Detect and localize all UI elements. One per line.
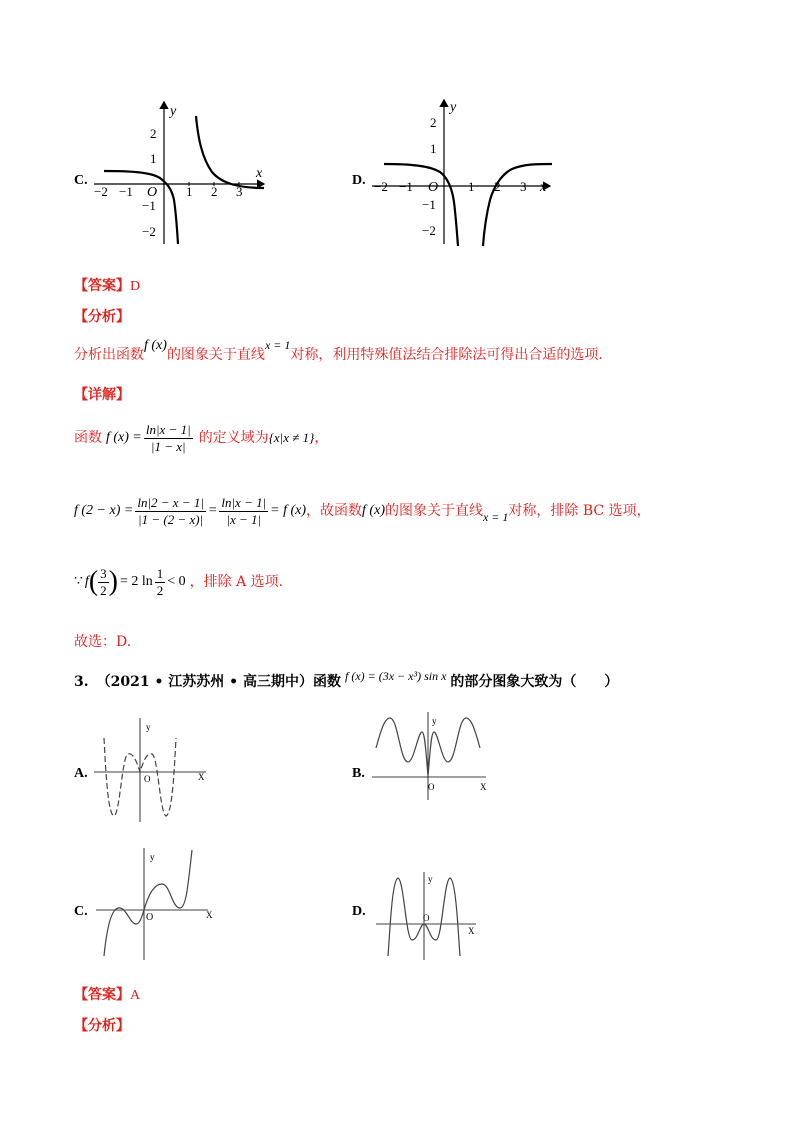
line2-fraction-1 bbox=[135, 495, 206, 528]
tick-label: −1 bbox=[422, 197, 436, 212]
curve-right-branch bbox=[196, 116, 264, 188]
line2-rhs: = f (x) bbox=[270, 503, 307, 518]
origin-label: O bbox=[428, 180, 439, 195]
y-axis-label: y bbox=[432, 716, 437, 726]
line3-end: < 0 bbox=[167, 574, 186, 589]
y-axis-label: y bbox=[170, 104, 177, 119]
answer-tag: 【答案】 bbox=[74, 278, 130, 294]
tick-label: −1 bbox=[119, 184, 133, 199]
function-curve bbox=[104, 850, 192, 956]
fraction-denominator: 2 bbox=[100, 582, 107, 598]
answer-line bbox=[74, 276, 140, 297]
graph-option-a[interactable] bbox=[92, 716, 212, 824]
y-axis-label: y bbox=[146, 722, 151, 732]
fraction-numerator: ln|2 − x − 1| bbox=[137, 494, 204, 510]
curve-left-branch bbox=[104, 171, 178, 244]
y-axis-label: y bbox=[150, 852, 155, 862]
question-formula: f (x) = (3x − x³) sin x bbox=[344, 669, 447, 683]
tick-label: 1 bbox=[186, 184, 193, 199]
line2-fx: f (x) bbox=[362, 503, 385, 518]
origin-label: O bbox=[428, 782, 435, 792]
curve-right-branch bbox=[483, 164, 552, 246]
curve-left-branch bbox=[384, 164, 458, 246]
tick-label: −2 bbox=[142, 224, 156, 239]
line3-mid: = 2 ln bbox=[119, 574, 153, 589]
question-3-stem bbox=[74, 669, 619, 692]
x-axis-label: X bbox=[480, 782, 487, 792]
origin-label: O bbox=[146, 912, 154, 923]
tick-label: −2 bbox=[94, 184, 108, 199]
analysis-tag: 【分析】 bbox=[74, 309, 130, 325]
tick-label: −2 bbox=[374, 179, 388, 194]
option-d-label: D. bbox=[352, 173, 366, 188]
option-b-label[interactable]: B. bbox=[352, 766, 365, 781]
tick-label: −2 bbox=[422, 223, 436, 238]
line2-fraction-2 bbox=[219, 495, 268, 528]
line2-text3: 对称，排除 BC 选项， bbox=[508, 503, 651, 519]
line2-eq2: x = 1 bbox=[482, 510, 509, 524]
origin-label: O bbox=[144, 774, 151, 784]
analysis-fx: f (x) bbox=[144, 338, 167, 353]
fraction-denominator: |1 − (2 − x)| bbox=[138, 511, 204, 527]
origin-label: O bbox=[423, 913, 430, 923]
line3-arg bbox=[98, 566, 109, 599]
tick-label: 3 bbox=[236, 184, 243, 199]
analysis-pre: 分析出函数 bbox=[74, 347, 144, 363]
line2-text1: ，故函数 bbox=[306, 503, 363, 519]
line3-text: ，排除 A 选项. bbox=[189, 574, 284, 590]
graph-option-d bbox=[368, 96, 558, 248]
question-number: 3. bbox=[74, 674, 89, 690]
analysis-post: 对称，利用特殊值法结合排除法可得出合适的选项. bbox=[290, 347, 603, 363]
option-c-label[interactable]: C. bbox=[74, 904, 88, 919]
graph-option-b[interactable] bbox=[368, 710, 492, 802]
q3-answer-line bbox=[74, 985, 140, 1006]
origin-label: O bbox=[147, 185, 158, 200]
question-tail: 的部分图象大致为（ ） bbox=[450, 674, 619, 690]
option-c-label: C. bbox=[74, 173, 88, 188]
q3-analysis-tag: 【分析】 bbox=[74, 1018, 130, 1034]
fraction-numerator: 3 bbox=[100, 565, 107, 581]
x-axis-label: X bbox=[198, 772, 205, 782]
analysis-eq: x = 1 bbox=[264, 338, 291, 352]
answer-value: A bbox=[130, 988, 141, 1003]
tick-label: −1 bbox=[142, 198, 156, 213]
question-source: （2021 • 江苏苏州 • 高三期中）函数 bbox=[96, 674, 341, 690]
graph-option-c3[interactable] bbox=[92, 846, 218, 962]
conclusion: 故选：D. bbox=[74, 634, 132, 650]
line3-fraction bbox=[155, 566, 166, 599]
fraction-denominator: 2 bbox=[156, 582, 164, 598]
line2-eq: = bbox=[207, 503, 218, 518]
line1-pre: 函数 bbox=[74, 430, 102, 446]
option-d-label[interactable]: D. bbox=[352, 904, 366, 919]
detail-line-3: ∵ f ( $\frac{3}{2}$ ) = 2 ln $\frac{1}{2}$ < 0 ，排除 A 选项. bbox=[74, 565, 284, 598]
graph-option-c bbox=[90, 98, 270, 248]
answer-tag: 【答案】 bbox=[74, 987, 130, 1003]
tick-label: 2 bbox=[430, 115, 437, 130]
answer-value: D bbox=[130, 279, 141, 294]
x-axis-label: X bbox=[206, 910, 213, 920]
fraction-numerator: ln|x − 1| bbox=[221, 494, 267, 510]
fraction-denominator: |x − 1| bbox=[226, 511, 262, 527]
detail-line-2 bbox=[74, 490, 651, 532]
tick-label: −1 bbox=[399, 179, 413, 194]
y-axis-label: y bbox=[428, 874, 433, 884]
option-a-label[interactable]: A. bbox=[74, 766, 88, 781]
line1-domain: {x|x ≠ 1} bbox=[268, 430, 315, 445]
because-symbol: ∵ bbox=[74, 574, 83, 589]
fraction-numerator: 1 bbox=[156, 565, 164, 581]
tick-label: 1 bbox=[150, 151, 157, 166]
tick-label: 1 bbox=[430, 141, 437, 156]
line1-fraction bbox=[144, 422, 193, 455]
y-axis-label: y bbox=[450, 100, 457, 115]
tick-label: 2 bbox=[211, 184, 218, 199]
line1-mid: 的定义域为 bbox=[198, 430, 269, 446]
fraction-denominator: |1 − x| bbox=[150, 438, 186, 454]
tick-label: 2 bbox=[150, 126, 157, 141]
x-axis-label: x bbox=[540, 180, 547, 195]
tick-label: 3 bbox=[520, 179, 527, 194]
tick-label: 1 bbox=[468, 179, 475, 194]
graph-option-d3[interactable] bbox=[372, 870, 480, 962]
analysis-mid: 的图象关于直线 bbox=[166, 347, 265, 363]
x-axis-label: X bbox=[468, 926, 475, 936]
tick-label: 2 bbox=[494, 179, 501, 194]
line2-lhs: f (2 − x) = bbox=[74, 503, 134, 518]
detail-tag: 【详解】 bbox=[74, 387, 130, 403]
line1-f: f (x) = bbox=[106, 430, 142, 445]
detail-line-1 bbox=[74, 418, 328, 458]
analysis-text bbox=[74, 338, 603, 366]
line1-end: ， bbox=[314, 430, 329, 446]
x-axis-label: x bbox=[256, 166, 263, 181]
line2-text2: 的图象关于直线 bbox=[384, 503, 483, 519]
fraction-numerator: ln|x − 1| bbox=[145, 421, 191, 437]
line3-f: f bbox=[84, 574, 89, 589]
